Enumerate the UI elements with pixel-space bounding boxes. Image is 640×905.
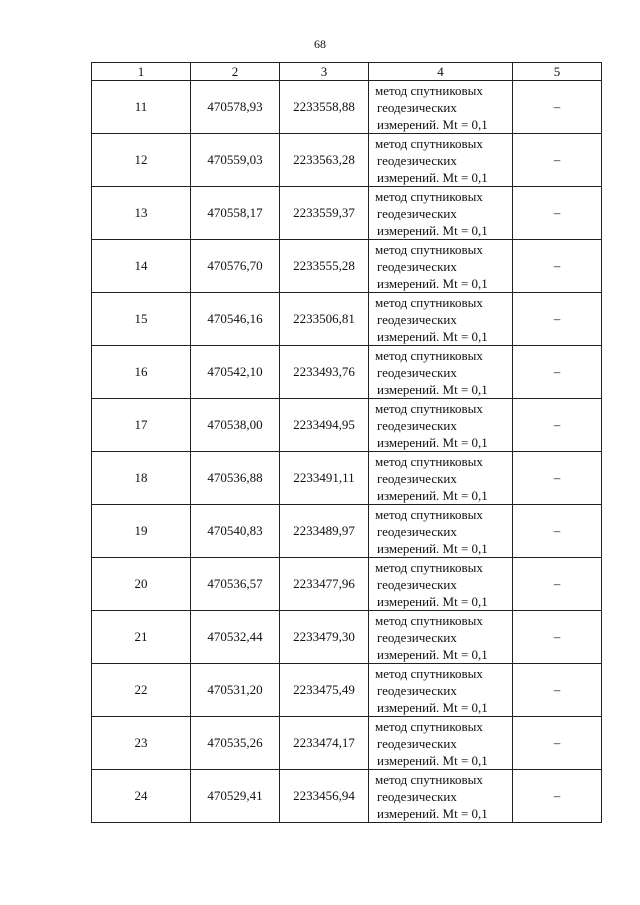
- method-text-line: измерений. Mt = 0,1: [377, 699, 488, 715]
- method-text-line: метод спутниковых: [375, 665, 483, 681]
- table-row: [92, 558, 602, 611]
- method-text-line: метод спутниковых: [375, 400, 483, 416]
- point-number-cell: 22: [92, 664, 191, 717]
- point-number-cell: 24: [92, 770, 191, 823]
- x-coordinate-cell: 470559,03: [191, 134, 280, 187]
- table-row: [92, 717, 602, 770]
- table-row: [92, 770, 602, 823]
- method-text-line: геодезических: [377, 417, 457, 433]
- method-text-line: метод спутниковых: [375, 612, 483, 628]
- column-5-cell: –: [513, 717, 602, 770]
- method-text-line: метод спутниковых: [375, 506, 483, 522]
- column-header-2: 2: [191, 63, 280, 81]
- method-text-line: измерений. Mt = 0,1: [377, 805, 488, 821]
- y-coordinate-cell: 2233558,88: [280, 81, 369, 134]
- point-number-cell: 23: [92, 717, 191, 770]
- column-header-1: 1: [92, 63, 191, 81]
- method-text-line: измерений. Mt = 0,1: [377, 646, 488, 662]
- method-text-line: метод спутниковых: [375, 82, 483, 98]
- column-header-3: 3: [280, 63, 369, 81]
- column-5-cell: –: [513, 346, 602, 399]
- x-coordinate-cell: 470529,41: [191, 770, 280, 823]
- point-number-cell: 18: [92, 452, 191, 505]
- point-number-cell: 17: [92, 399, 191, 452]
- column-5-cell: –: [513, 558, 602, 611]
- method-text-line: измерений. Mt = 0,1: [377, 434, 488, 450]
- x-coordinate-cell: 470531,20: [191, 664, 280, 717]
- table-row: [92, 134, 602, 187]
- method-text-line: геодезических: [377, 682, 457, 698]
- column-5-cell: –: [513, 611, 602, 664]
- column-5-cell: –: [513, 81, 602, 134]
- method-cell: [369, 293, 513, 346]
- x-coordinate-cell: 470536,88: [191, 452, 280, 505]
- page-number: 68: [314, 37, 326, 51]
- method-cell: [369, 611, 513, 664]
- method-cell: [369, 134, 513, 187]
- column-header-4: 4: [369, 63, 513, 81]
- method-text-line: геодезических: [377, 629, 457, 645]
- table-row: [92, 187, 602, 240]
- x-coordinate-cell: 470538,00: [191, 399, 280, 452]
- point-number-cell: 16: [92, 346, 191, 399]
- y-coordinate-cell: 2233491,11: [280, 452, 369, 505]
- method-cell: [369, 81, 513, 134]
- method-text-line: измерений. Mt = 0,1: [377, 487, 488, 503]
- method-text-line: метод спутниковых: [375, 453, 483, 469]
- method-cell: [369, 187, 513, 240]
- point-number-cell: 11: [92, 81, 191, 134]
- method-text-line: метод спутниковых: [375, 188, 483, 204]
- table-row: [92, 293, 602, 346]
- method-text-line: метод спутниковых: [375, 718, 483, 734]
- method-text-line: геодезических: [377, 735, 457, 751]
- method-cell: [369, 240, 513, 293]
- column-5-cell: –: [513, 293, 602, 346]
- method-text-line: измерений. Mt = 0,1: [377, 275, 488, 291]
- x-coordinate-cell: 470542,10: [191, 346, 280, 399]
- point-number-cell: 21: [92, 611, 191, 664]
- column-5-cell: –: [513, 399, 602, 452]
- column-5-cell: –: [513, 664, 602, 717]
- method-text-line: измерений. Mt = 0,1: [377, 222, 488, 238]
- x-coordinate-cell: 470535,26: [191, 717, 280, 770]
- method-cell: [369, 452, 513, 505]
- method-cell: [369, 664, 513, 717]
- y-coordinate-cell: 2233493,76: [280, 346, 369, 399]
- method-text-line: геодезических: [377, 99, 457, 115]
- method-text-line: геодезических: [377, 152, 457, 168]
- column-5-cell: –: [513, 452, 602, 505]
- method-text-line: геодезических: [377, 205, 457, 221]
- method-text-line: измерений. Mt = 0,1: [377, 540, 488, 556]
- x-coordinate-cell: 470578,93: [191, 81, 280, 134]
- point-number-cell: 15: [92, 293, 191, 346]
- method-text-line: измерений. Mt = 0,1: [377, 593, 488, 609]
- method-text-line: геодезических: [377, 311, 457, 327]
- coordinates-table: [91, 62, 602, 823]
- x-coordinate-cell: 470536,57: [191, 558, 280, 611]
- column-5-cell: –: [513, 134, 602, 187]
- x-coordinate-cell: 470576,70: [191, 240, 280, 293]
- table-header-row: [92, 63, 602, 81]
- x-coordinate-cell: 470546,16: [191, 293, 280, 346]
- column-header-5: 5: [513, 63, 602, 81]
- y-coordinate-cell: 2233563,28: [280, 134, 369, 187]
- method-cell: [369, 505, 513, 558]
- column-5-cell: –: [513, 505, 602, 558]
- method-text-line: метод спутниковых: [375, 347, 483, 363]
- y-coordinate-cell: 2233506,81: [280, 293, 369, 346]
- method-text-line: метод спутниковых: [375, 135, 483, 151]
- method-text-line: геодезических: [377, 364, 457, 380]
- method-text-line: измерений. Mt = 0,1: [377, 752, 488, 768]
- y-coordinate-cell: 2233489,97: [280, 505, 369, 558]
- table-row: [92, 664, 602, 717]
- method-text-line: геодезических: [377, 788, 457, 804]
- y-coordinate-cell: 2233475,49: [280, 664, 369, 717]
- y-coordinate-cell: 2233477,96: [280, 558, 369, 611]
- point-number-cell: 20: [92, 558, 191, 611]
- y-coordinate-cell: 2233555,28: [280, 240, 369, 293]
- method-cell: [369, 770, 513, 823]
- x-coordinate-cell: 470558,17: [191, 187, 280, 240]
- point-number-cell: 12: [92, 134, 191, 187]
- method-text-line: метод спутниковых: [375, 771, 483, 787]
- y-coordinate-cell: 2233494,95: [280, 399, 369, 452]
- method-text-line: геодезических: [377, 523, 457, 539]
- table-row: [92, 505, 602, 558]
- method-text-line: измерений. Mt = 0,1: [377, 169, 488, 185]
- method-text-line: измерений. Mt = 0,1: [377, 381, 488, 397]
- method-cell: [369, 346, 513, 399]
- method-text-line: геодезических: [377, 576, 457, 592]
- table-row: [92, 240, 602, 293]
- point-number-cell: 19: [92, 505, 191, 558]
- table-row: [92, 399, 602, 452]
- x-coordinate-cell: 470532,44: [191, 611, 280, 664]
- method-text-line: измерений. Mt = 0,1: [377, 116, 488, 132]
- method-text-line: метод спутниковых: [375, 294, 483, 310]
- method-cell: [369, 399, 513, 452]
- y-coordinate-cell: 2233456,94: [280, 770, 369, 823]
- column-5-cell: –: [513, 240, 602, 293]
- table-row: [92, 81, 602, 134]
- point-number-cell: 13: [92, 187, 191, 240]
- y-coordinate-cell: 2233474,17: [280, 717, 369, 770]
- method-text-line: измерений. Mt = 0,1: [377, 328, 488, 344]
- y-coordinate-cell: 2233559,37: [280, 187, 369, 240]
- method-text-line: метод спутниковых: [375, 241, 483, 257]
- method-text-line: геодезических: [377, 470, 457, 486]
- column-5-cell: –: [513, 187, 602, 240]
- method-text-line: геодезических: [377, 258, 457, 274]
- table-row: [92, 452, 602, 505]
- table-row: [92, 346, 602, 399]
- y-coordinate-cell: 2233479,30: [280, 611, 369, 664]
- method-cell: [369, 717, 513, 770]
- point-number-cell: 14: [92, 240, 191, 293]
- method-text-line: метод спутниковых: [375, 559, 483, 575]
- column-5-cell: –: [513, 770, 602, 823]
- table-row: [92, 611, 602, 664]
- x-coordinate-cell: 470540,83: [191, 505, 280, 558]
- method-cell: [369, 558, 513, 611]
